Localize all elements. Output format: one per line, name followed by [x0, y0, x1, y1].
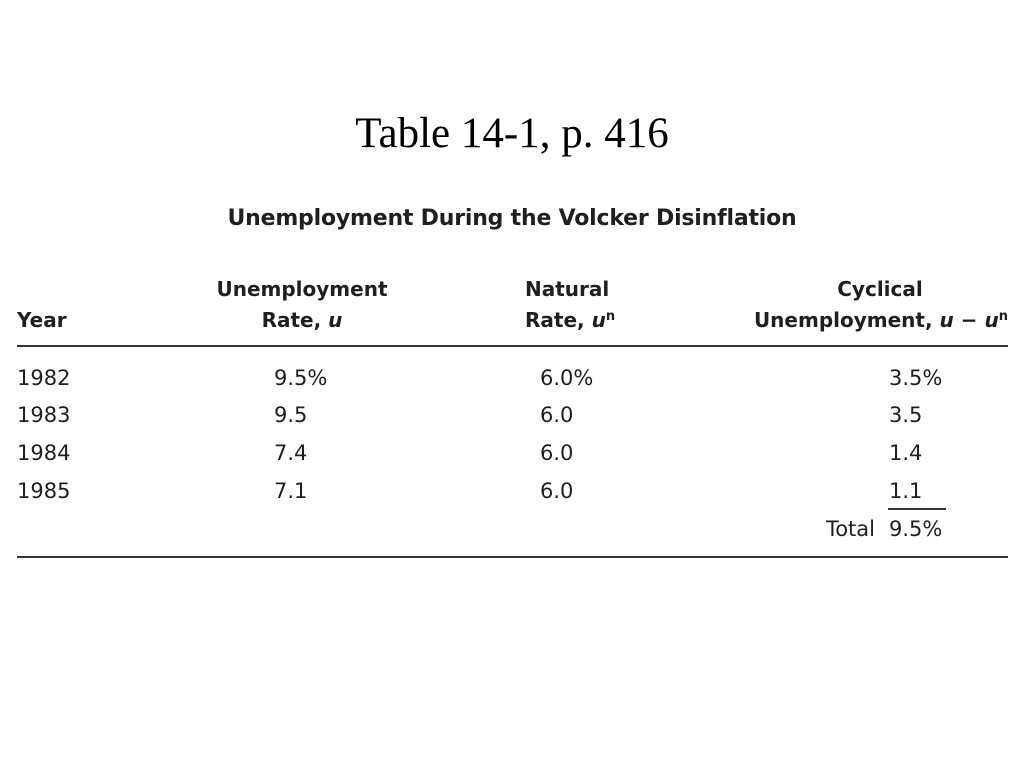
- row-1982-natural-rate: 6.0%: [540, 366, 594, 390]
- row-1984-unemployment-rate: 7.4: [274, 441, 308, 465]
- header-cyclical-line1: Cyclical: [837, 277, 923, 301]
- row-1985-cyclical: 1.1: [889, 479, 923, 503]
- header-cyclical-symbol-u: u: [939, 308, 954, 332]
- row-1983-year: 1983: [17, 403, 71, 427]
- row-1983-natural-rate: 6.0: [540, 403, 574, 427]
- header-unemployment-prefix: Rate,: [261, 308, 329, 332]
- row-1982-cyclical: 3.5%: [889, 366, 943, 390]
- row-1982-unemployment-rate: 9.5%: [274, 366, 328, 390]
- row-1985-year: 1985: [17, 479, 71, 503]
- header-cyclical-minus: −: [953, 308, 985, 332]
- row-1983-unemployment-rate: 9.5: [274, 403, 308, 427]
- header-cyclical-symbol-un: u: [984, 308, 999, 332]
- header-cyclical-prefix: Unemployment,: [753, 308, 940, 332]
- header-year: Year: [17, 308, 67, 332]
- row-1983-cyclical: 3.5: [889, 403, 923, 427]
- slide-title: Table 14-1, p. 416: [355, 110, 669, 157]
- header-natural-superscript: n: [605, 309, 616, 324]
- header-unemployment-line1: Unemployment: [216, 277, 388, 301]
- table-caption: Unemployment During the Volcker Disinflation: [227, 206, 797, 231]
- bottom-rule: [17, 556, 1008, 558]
- header-natural-line2: [525, 305, 615, 335]
- header-natural-line1: Natural: [525, 277, 610, 301]
- row-1984-cyclical: 1.4: [889, 441, 923, 465]
- row-1984-natural-rate: 6.0: [540, 441, 574, 465]
- header-rule: [17, 345, 1008, 347]
- header-cyclical-superscript: n: [998, 309, 1008, 324]
- header-natural-prefix: Rate,: [525, 308, 592, 332]
- header-unemployment-line2: [202, 305, 402, 335]
- row-1985-natural-rate: 6.0: [540, 479, 574, 503]
- header-natural-symbol: u: [591, 308, 606, 332]
- row-1985-unemployment-rate: 7.1: [274, 479, 308, 503]
- sum-rule: [888, 508, 946, 510]
- row-1984-year: 1984: [17, 441, 71, 465]
- header-unemployment-symbol: u: [328, 308, 343, 332]
- row-1982-year: 1982: [17, 366, 71, 390]
- total-label: Total: [825, 517, 875, 541]
- header-cyclical-line2: [752, 305, 1008, 335]
- total-value: 9.5%: [889, 517, 943, 541]
